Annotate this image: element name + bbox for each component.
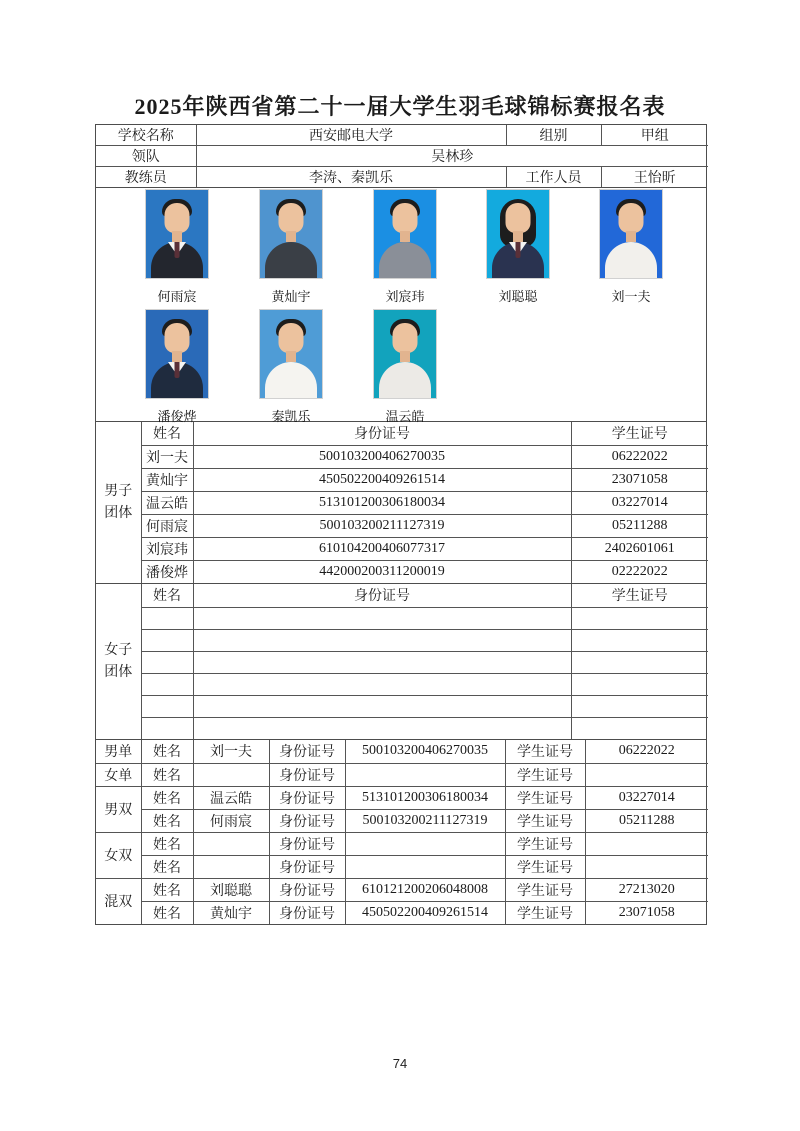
student-id-cell (585, 855, 708, 878)
student-photo (146, 190, 208, 278)
student-photo-slot (260, 190, 322, 305)
womens-team-section (96, 583, 706, 739)
name-cell: 刘一夫 (141, 445, 193, 468)
student-id-cell: 02222022 (571, 560, 708, 583)
name-cell (141, 673, 193, 695)
table-row (96, 491, 708, 514)
neck-shape (172, 231, 182, 242)
field-label-id: 身份证号 (269, 878, 345, 901)
face-shape (393, 323, 418, 353)
field-label-id: 身份证号 (269, 832, 345, 855)
event-label-womens-singles: 女单 (96, 763, 141, 786)
events-section (96, 739, 706, 924)
table-row (96, 445, 708, 468)
field-label-id: 身份证号 (269, 809, 345, 832)
neck-shape (286, 351, 296, 362)
field-label-id: 身份证号 (269, 740, 345, 763)
coach-value: 李涛、秦凯乐 (196, 167, 506, 188)
id-cell: 500103200406270035 (345, 740, 505, 763)
page-title: 2025年陕西省第二十一届大学生羽毛球锦标赛报名表 (134, 94, 666, 119)
face-shape (506, 203, 531, 233)
name-cell: 刘一夫 (193, 740, 269, 763)
staff-value: 王怡昕 (601, 167, 708, 188)
id-cell: 500103200211127319 (345, 809, 505, 832)
column-header-id: 身份证号 (193, 422, 571, 445)
school-name-label: 学校名称 (96, 125, 196, 146)
photo-caption: 秦凯乐 (271, 409, 311, 424)
field-label-student-id: 学生证号 (505, 901, 585, 924)
student-id-cell: 03227014 (571, 491, 708, 514)
mens-team-section (96, 421, 706, 583)
student-photo-slot (146, 190, 208, 305)
name-cell: 潘俊烨 (141, 560, 193, 583)
neck-shape (513, 231, 523, 242)
field-label-name: 姓名 (141, 832, 193, 855)
table-row (96, 629, 708, 651)
table-row (96, 878, 708, 901)
id-cell: 500103200211127319 (193, 514, 571, 537)
id-cell (193, 651, 571, 673)
page-number: 74 (392, 1056, 408, 1071)
student-id-cell: 23071058 (571, 468, 708, 491)
table-row (96, 901, 708, 924)
student-id-cell: 06222022 (571, 445, 708, 468)
photo-caption: 刘宸玮 (385, 289, 425, 304)
name-cell: 刘宸玮 (141, 537, 193, 560)
id-cell: 450502200409261514 (193, 468, 571, 491)
name-cell (141, 607, 193, 629)
table-row (96, 607, 708, 629)
field-label-name: 姓名 (141, 809, 193, 832)
student-photo-slot (146, 310, 208, 425)
name-cell (193, 763, 269, 786)
registration-table (95, 124, 707, 925)
field-label-student-id: 学生证号 (505, 878, 585, 901)
face-shape (279, 203, 304, 233)
name-cell: 刘聪聪 (193, 878, 269, 901)
name-cell (193, 855, 269, 878)
neck-shape (286, 231, 296, 242)
name-cell (141, 651, 193, 673)
table-row (96, 514, 708, 537)
column-header-id: 身份证号 (193, 584, 571, 607)
mens-team-label: 男子团体 (96, 422, 141, 583)
student-id-cell (571, 607, 708, 629)
field-label-id: 身份证号 (269, 763, 345, 786)
name-cell (141, 717, 193, 739)
name-cell: 何雨宸 (141, 514, 193, 537)
info-table (96, 125, 708, 187)
id-cell (345, 763, 505, 786)
name-cell: 黄灿宇 (193, 901, 269, 924)
table-row (96, 717, 708, 739)
neck-shape (400, 351, 410, 362)
womens-team-table (96, 584, 708, 739)
id-cell: 610104200406077317 (193, 537, 571, 560)
event-label-womens-doubles: 女双 (96, 832, 141, 878)
student-photo-slot (374, 310, 436, 425)
column-header-student-id: 学生证号 (571, 422, 708, 445)
student-id-cell (571, 717, 708, 739)
torso-shape (151, 362, 203, 398)
womens-team-label: 女子团体 (96, 584, 141, 739)
torso-shape (151, 242, 203, 278)
column-header-name: 姓名 (141, 584, 193, 607)
student-photo (260, 310, 322, 398)
name-cell: 温云皓 (141, 491, 193, 514)
school-name-value: 西安邮电大学 (196, 125, 506, 146)
photo-caption: 何雨宸 (157, 289, 197, 304)
id-cell (193, 673, 571, 695)
event-label-mixed-doubles: 混双 (96, 878, 141, 924)
student-photo-slot (260, 310, 322, 425)
field-label-name: 姓名 (141, 763, 193, 786)
table-row (96, 468, 708, 491)
id-cell: 442000200311200019 (193, 560, 571, 583)
neck-shape (626, 231, 636, 242)
student-id-cell: 03227014 (585, 786, 708, 809)
torso-shape (492, 242, 544, 278)
table-row (96, 855, 708, 878)
face-shape (279, 323, 304, 353)
info-section (96, 125, 706, 187)
torso-shape (379, 242, 431, 278)
student-id-cell: 06222022 (585, 740, 708, 763)
student-photo (374, 310, 436, 398)
photo-caption: 黄灿宇 (271, 289, 311, 304)
column-header-name: 姓名 (141, 422, 193, 445)
name-cell (141, 629, 193, 651)
table-row (96, 786, 708, 809)
field-label-id: 身份证号 (269, 786, 345, 809)
table-row (96, 809, 708, 832)
name-cell: 何雨宸 (193, 809, 269, 832)
student-photo (600, 190, 662, 278)
student-id-cell (571, 695, 708, 717)
field-label-student-id: 学生证号 (505, 832, 585, 855)
torso-shape (265, 242, 317, 278)
student-photo-slot (374, 190, 436, 305)
student-photo (374, 190, 436, 278)
torso-shape (379, 362, 431, 398)
name-cell: 黄灿宇 (141, 468, 193, 491)
face-shape (165, 203, 190, 233)
field-label-name: 姓名 (141, 740, 193, 763)
neck-shape (172, 351, 182, 362)
table-row (96, 651, 708, 673)
field-label-student-id: 学生证号 (505, 763, 585, 786)
id-cell (193, 607, 571, 629)
staff-label: 工作人员 (506, 167, 601, 188)
field-label-name: 姓名 (141, 786, 193, 809)
name-cell (193, 832, 269, 855)
table-row (96, 537, 708, 560)
field-label-student-id: 学生证号 (505, 809, 585, 832)
field-label-name: 姓名 (141, 901, 193, 924)
id-cell (193, 629, 571, 651)
student-id-cell: 05211288 (585, 809, 708, 832)
student-photo (260, 190, 322, 278)
photo-caption: 刘一夫 (611, 289, 651, 304)
field-label-name: 姓名 (141, 878, 193, 901)
student-photo-slot (600, 190, 662, 305)
id-cell: 610121200206048008 (345, 878, 505, 901)
table-row (96, 740, 708, 763)
name-cell (141, 695, 193, 717)
photo-caption: 潘俊烨 (157, 409, 197, 424)
field-label-id: 身份证号 (269, 901, 345, 924)
face-shape (393, 203, 418, 233)
field-label-id: 身份证号 (269, 855, 345, 878)
team-leader-value: 吴林珍 (196, 146, 708, 167)
event-label-mens-doubles: 男双 (96, 786, 141, 832)
student-photo (146, 310, 208, 398)
face-shape (619, 203, 644, 233)
id-cell: 450502200409261514 (345, 901, 505, 924)
face-shape (165, 323, 190, 353)
table-row (96, 673, 708, 695)
student-id-cell: 27213020 (585, 878, 708, 901)
field-label-student-id: 学生证号 (505, 740, 585, 763)
group-label: 组别 (506, 125, 601, 146)
student-id-cell (585, 832, 708, 855)
column-header-student-id: 学生证号 (571, 584, 708, 607)
student-id-cell: 05211288 (571, 514, 708, 537)
student-id-cell (571, 651, 708, 673)
event-label-mens-singles: 男单 (96, 740, 141, 763)
table-row (96, 695, 708, 717)
id-cell (345, 855, 505, 878)
id-cell (193, 695, 571, 717)
field-label-student-id: 学生证号 (505, 855, 585, 878)
id-cell: 513101200306180034 (345, 786, 505, 809)
field-label-name: 姓名 (141, 855, 193, 878)
student-id-cell: 23071058 (585, 901, 708, 924)
student-id-cell (585, 763, 708, 786)
group-value: 甲组 (601, 125, 708, 146)
team-leader-label: 领队 (96, 146, 196, 167)
student-id-cell (571, 673, 708, 695)
student-id-cell: 2402601061 (571, 537, 708, 560)
neck-shape (400, 231, 410, 242)
id-cell (345, 832, 505, 855)
name-cell: 温云皓 (193, 786, 269, 809)
table-row (96, 832, 708, 855)
torso-shape (265, 362, 317, 398)
table-row (96, 560, 708, 583)
photo-caption: 温云皓 (385, 409, 425, 424)
id-cell: 500103200406270035 (193, 445, 571, 468)
id-cell (193, 717, 571, 739)
student-id-cell (571, 629, 708, 651)
id-cell: 513101200306180034 (193, 491, 571, 514)
field-label-student-id: 学生证号 (505, 786, 585, 809)
events-table (96, 740, 708, 924)
student-photo (487, 190, 549, 278)
mens-team-table (96, 422, 708, 583)
table-row (96, 763, 708, 786)
torso-shape (605, 242, 657, 278)
photo-grid (96, 187, 706, 424)
coach-label: 教练员 (96, 167, 196, 188)
photo-caption: 刘聪聪 (498, 289, 538, 304)
student-photo-slot (487, 190, 549, 305)
